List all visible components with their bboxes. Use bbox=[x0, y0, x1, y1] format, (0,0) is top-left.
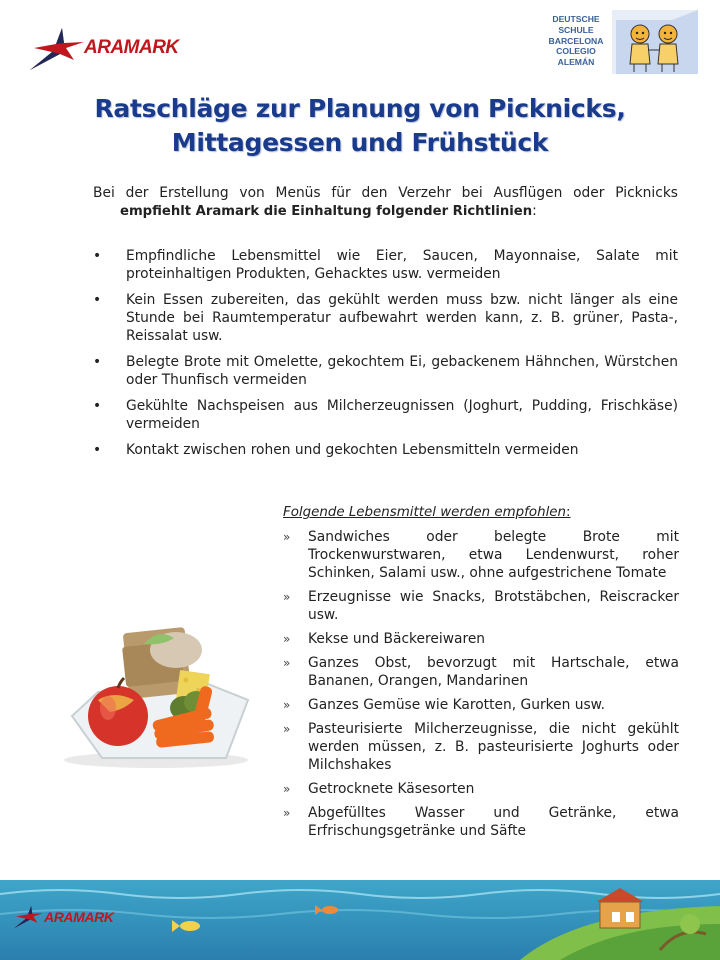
list-item: • Kein Essen zubereiten, das gekühlt werden muss bzw. nicht länger als eine Stunde bei Raumtemperatur aufbewahrt werden kann, z. B. grüner, Pasta-, Reissalat usw. bbox=[93, 292, 678, 344]
aramark-star-icon bbox=[12, 904, 44, 930]
children-drawing-icon bbox=[612, 10, 704, 76]
school-logo bbox=[534, 10, 702, 76]
arrow-bullet-icon: » bbox=[283, 722, 291, 736]
arrow-bullet-icon: » bbox=[283, 632, 291, 646]
list-item: » Abgefülltes Wasser und Getränke, etwa Erfrischungsgetränke und Säfte bbox=[283, 805, 679, 839]
recommended-heading: Folgende Lebensmittel werden empfohlen: bbox=[283, 505, 571, 520]
intro-end: : bbox=[532, 203, 537, 219]
arrow-bullet-icon: » bbox=[283, 590, 291, 604]
list-item: » Kekse und Bäckereiwaren bbox=[283, 631, 486, 647]
aramark-wordmark: ARAMARK bbox=[84, 37, 179, 58]
list-item: » Ganzes Obst, bevorzugt mit Hartschale, etwa Bananen, Orangen, Mandarinen bbox=[283, 655, 679, 689]
footer-aramark-logo bbox=[12, 904, 132, 934]
arrow-bullet-icon: » bbox=[283, 656, 291, 670]
page-title: Ratschläge zur Planung von Picknicks, Mittagessen und Frühstück bbox=[94, 94, 626, 157]
intro-bold: empfiehlt Aramark die Einhaltung folgender Richtlinien bbox=[120, 204, 533, 219]
list-item: » Sandwiches oder belegte Brote mit Trockenwurstwaren, etwa Lendenwurst, roher Schinken, Salami usw., ohne aufgestrichene Tomate bbox=[283, 529, 679, 581]
list-item: • Gekühlte Nachspeisen aus Milcherzeugnissen (Joghurt, Pudding, Frischkäse) vermeiden bbox=[93, 398, 678, 432]
aramark-star-icon bbox=[26, 26, 86, 72]
intro-paragraph bbox=[93, 184, 678, 221]
school-name: DEUTSCHE SCHULE BARCELONA COLEGIO ALEMÁN bbox=[548, 14, 604, 68]
list-item: • Belegte Brote mit Omelette, gekochtem Ei, gebackenem Hähnchen, Würstchen oder Thunfisch vermeiden bbox=[93, 354, 678, 388]
arrow-bullet-icon: » bbox=[283, 782, 291, 796]
bullet-icon: • bbox=[93, 248, 102, 264]
bullet-icon: • bbox=[93, 292, 102, 308]
list-item: » Pasteurisierte Milcherzeugnisse, die nicht gekühlt werden müssen, z. B. pasteurisierte Joghurts oder Milchshakes bbox=[283, 721, 679, 773]
list-item: • Empfindliche Lebensmittel wie Eier, Saucen, Mayonnaise, Salate mit proteinhaltigen Produkten, Gehacktes usw. vermeiden bbox=[93, 248, 678, 282]
bullet-icon: • bbox=[93, 398, 102, 414]
bullet-icon: • bbox=[93, 442, 102, 458]
list-item: » Erzeugnisse wie Snacks, Brotstäbchen, Reiscracker usw. bbox=[283, 589, 679, 623]
arrow-bullet-icon: » bbox=[283, 698, 291, 712]
list-item: » Getrocknete Käsesorten bbox=[283, 781, 475, 797]
guidelines-list bbox=[93, 247, 678, 467]
aramark-logo bbox=[26, 26, 196, 72]
list-item: » Ganzes Gemüse wie Karotten, Gurken usw. bbox=[283, 697, 606, 713]
arrow-bullet-icon: » bbox=[283, 806, 291, 820]
arrow-bullet-icon: » bbox=[283, 530, 291, 544]
recommended-list bbox=[283, 528, 679, 846]
intro-text: Bei der Erstellung von Menüs für den Verzehr bei Ausflügen oder Picknicks bbox=[93, 185, 678, 201]
footer-aramark-wordmark: ARAMARK bbox=[44, 909, 114, 925]
list-item: • Kontakt zwischen rohen und gekochten Lebensmitteln vermeiden bbox=[93, 442, 579, 458]
bullet-icon: • bbox=[93, 354, 102, 370]
lunchbox-image bbox=[58, 620, 254, 770]
